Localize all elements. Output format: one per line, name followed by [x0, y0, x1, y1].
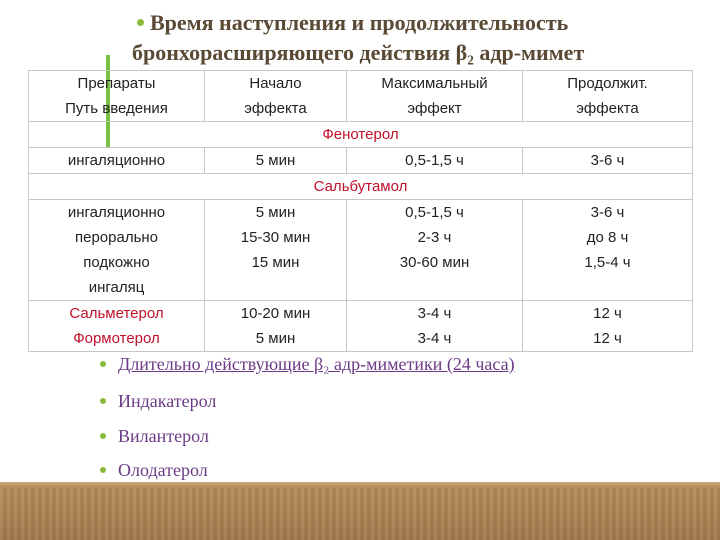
table-row: [29, 148, 693, 174]
group-name: Фенотерол: [29, 122, 693, 148]
title-line-2: бронхорасширяющего действия β₂ адр-мимет: [132, 40, 585, 65]
drug-name-cell: Сальметерол Формотерол: [29, 301, 205, 352]
group-row-fenoterol: [29, 122, 693, 148]
peak-cell: 0,5-1,5 ч 2-3 ч 30-60 мин: [347, 200, 523, 301]
table-header-row: [29, 71, 693, 122]
table-row: [29, 200, 693, 301]
peak-cell: 3-4 ч 3-4 ч: [347, 301, 523, 352]
group-row-salbutamol: [29, 174, 693, 200]
group-name: Сальбутамол: [29, 174, 693, 200]
slide-title: [132, 8, 720, 68]
onset-cell: 5 мин: [205, 148, 347, 174]
route-cell: ингаляционно: [29, 148, 205, 174]
bullet-dot-icon: [100, 361, 106, 367]
list-item: Вилантерол: [100, 426, 209, 447]
list-item: Длительно действующие β₂ адр-миметики (24 часа): [100, 354, 515, 375]
list-item: Индакатерол: [100, 391, 216, 412]
bullet-dot-icon: [100, 433, 106, 439]
duration-cell: 3-6 ч: [523, 148, 693, 174]
header-cell: Препараты Путь введения: [29, 71, 205, 122]
drug-table: [28, 70, 693, 352]
peak-cell: 0,5-1,5 ч: [347, 148, 523, 174]
duration-cell: 12 ч 12 ч: [523, 301, 693, 352]
header-cell: Продолжит. эффекта: [523, 71, 693, 122]
header-cell: Начало эффекта: [205, 71, 347, 122]
bullet-dot-icon: [100, 398, 106, 404]
duration-cell: 3-6 ч до 8 ч 1,5-4 ч: [523, 200, 693, 301]
bullet-dot-icon: [100, 467, 106, 473]
title-line-1: Время наступления и продолжительность: [150, 10, 569, 35]
onset-cell: 10-20 мин 5 мин: [205, 301, 347, 352]
onset-cell: 5 мин 15-30 мин 15 мин: [205, 200, 347, 301]
header-cell: Максимальный эффект: [347, 71, 523, 122]
table-row: [29, 301, 693, 352]
route-cell: ингаляционно перорально подкожно ингаляц: [29, 200, 205, 301]
decorative-border: [0, 482, 720, 540]
list-item: Олодатерол: [100, 460, 208, 481]
